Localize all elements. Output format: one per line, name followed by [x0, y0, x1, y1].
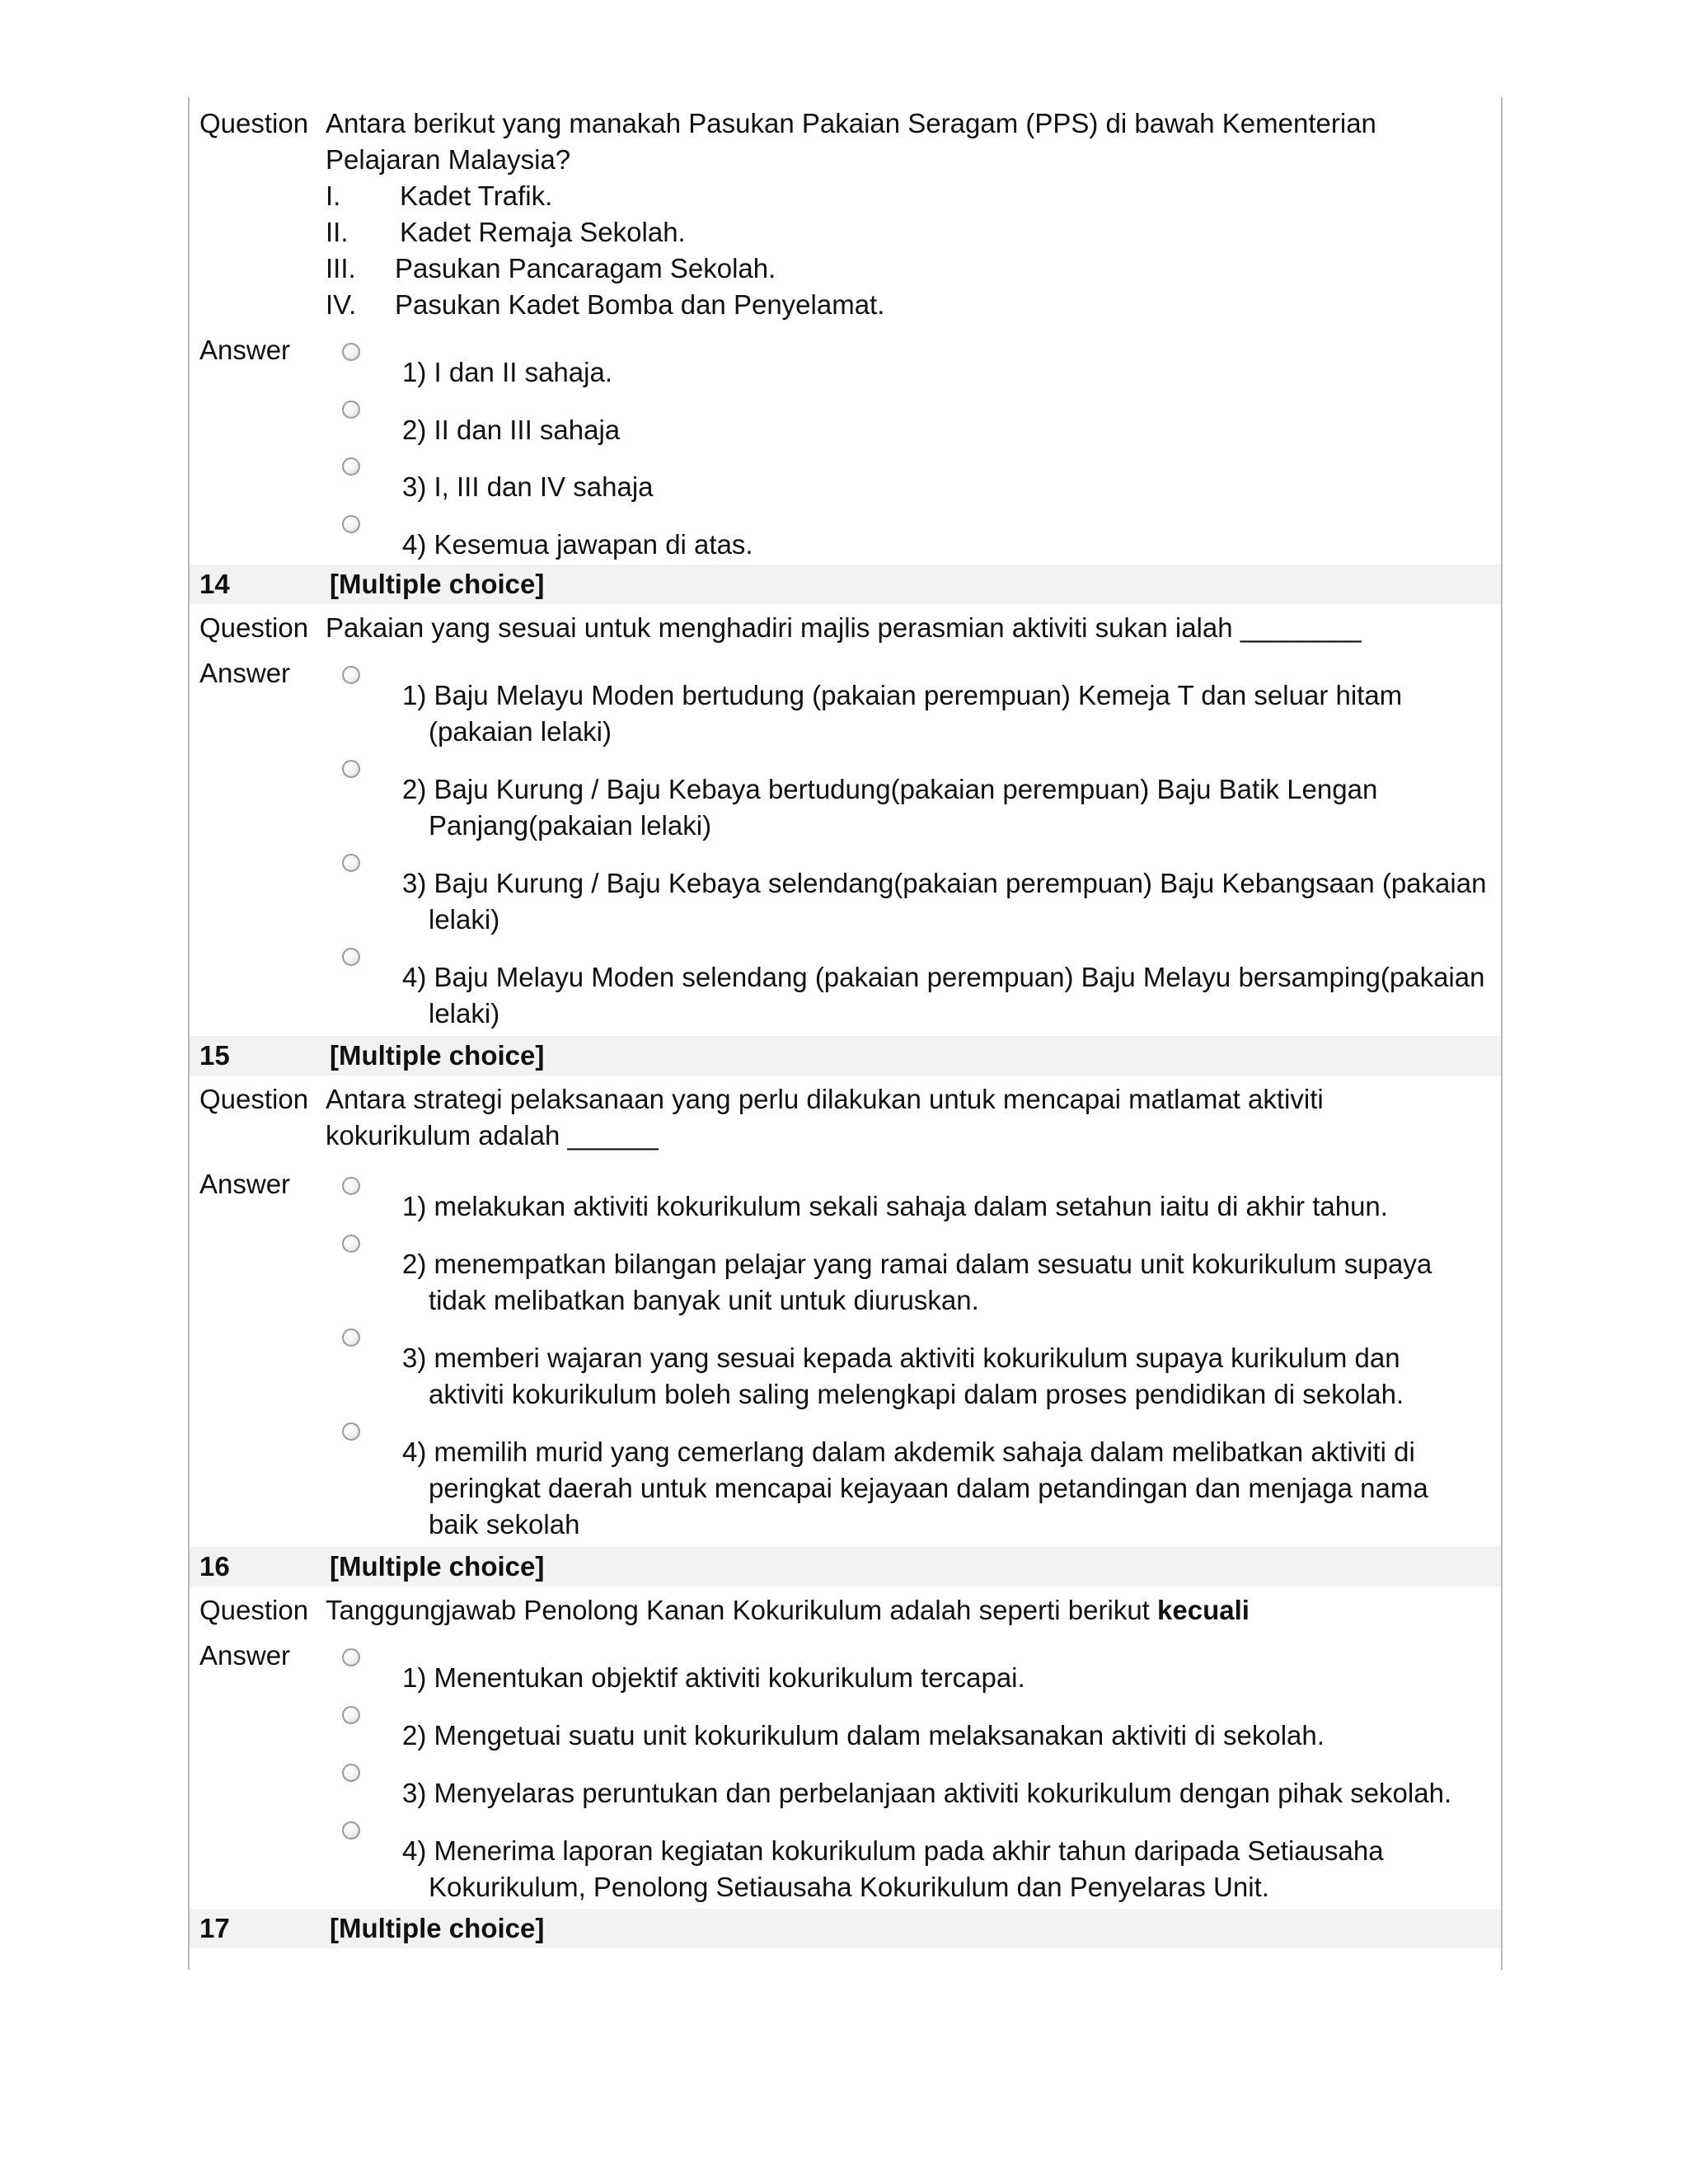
- question-text: [326, 1592, 1494, 1629]
- option-text: 3) Menyelaras peruntukan dan perbelanjaan aktiviti kokurikulum dengan pihak sekolah.: [402, 1778, 1452, 1808]
- radio-button-icon[interactable]: [342, 1422, 360, 1441]
- radio-button-icon[interactable]: [342, 1821, 360, 1840]
- statement-number: II.: [326, 217, 349, 247]
- option-text: 2) Mengetuai suatu unit kokurikulum dalam melaksanakan aktiviti di sekolah.: [402, 1720, 1325, 1750]
- statement-item: [326, 287, 884, 323]
- option-text: 3) memberi wajaran yang sesuai kepada aktiviti kokurikulum supaya kurikulum dan aktiviti kokurikulum boleh saling melengkapi dalam proses pendidikan di sekolah.: [402, 1343, 1404, 1409]
- question-header: [190, 1547, 1501, 1586]
- question-number: 14: [199, 569, 230, 599]
- question-label: Question: [199, 108, 309, 138]
- option-text: 1) Baju Melayu Moden bertudung (pakaian perempuan) Kemeja T dan seluar hitam (pakaian lelaki): [402, 680, 1403, 747]
- statement-text: Kadet Remaja Sekolah.: [400, 217, 686, 247]
- radio-button-icon[interactable]: [342, 515, 360, 533]
- option-text: 1) melakukan aktiviti kokurikulum sekali sahaja dalam setahun iaitu di akhir tahun.: [402, 1191, 1388, 1221]
- question-header: [190, 1036, 1501, 1076]
- option-text: 3) Baju Kurung / Baju Kebaya selendang(pakaian perempuan) Baju Kebangsaan (pakaian lelaki): [402, 868, 1487, 935]
- statement-number: III.: [326, 253, 356, 284]
- question-number: 15: [199, 1040, 230, 1071]
- question-text-prefix: Tanggungjawab Penolong Kanan Kokurikulum adalah seperti berikut: [326, 1595, 1158, 1625]
- statement-number: IV.: [326, 289, 357, 320]
- option-text: 4) Baju Melayu Moden selendang (pakaian perempuan) Baju Melayu bersamping(pakaian lelaki): [402, 962, 1485, 1029]
- radio-button-icon[interactable]: [342, 1648, 360, 1666]
- radio-button-icon[interactable]: [342, 343, 360, 361]
- option-text: 2) II dan III sahaja: [402, 415, 621, 445]
- radio-button-icon[interactable]: [342, 1706, 360, 1724]
- question-number: 16: [199, 1551, 230, 1582]
- question-label: Question: [199, 1595, 309, 1625]
- statement-text: Pasukan Kadet Bomba dan Penyelamat.: [395, 289, 885, 320]
- answer-label: Answer: [199, 1640, 291, 1671]
- option-text: 1) Menentukan objektif aktiviti kokurikulum tercapai.: [402, 1662, 1025, 1693]
- option-text: 4) Menerima laporan kegiatan kokurikulum pada akhir tahun daripada Setiausaha Kokurikulum, Penolong Setiausaha Kokurikulum dan Penyelaras Unit.: [402, 1835, 1384, 1902]
- answer-label: Answer: [199, 1169, 291, 1199]
- question-text: Pakaian yang sesuai untuk menghadiri majlis perasmian aktiviti sukan ialah ________: [326, 612, 1362, 643]
- quiz-sheet: [188, 97, 1503, 1970]
- statement-item: [326, 178, 552, 214]
- radio-button-icon[interactable]: [342, 1329, 360, 1347]
- question-keyword: kecuali: [1157, 1595, 1250, 1625]
- radio-button-icon[interactable]: [342, 666, 360, 684]
- option-text: 2) Baju Kurung / Baju Kebaya bertudung(pakaian perempuan) Baju Batik Lengan Panjang(pakaian lelaki): [402, 774, 1378, 841]
- answer-label: Answer: [199, 335, 291, 365]
- question-label: Question: [199, 612, 309, 643]
- statement-text: Pasukan Pancaragam Sekolah.: [395, 253, 776, 284]
- radio-button-icon[interactable]: [342, 760, 360, 778]
- radio-button-icon[interactable]: [342, 1177, 360, 1195]
- option-text: 3) I, III dan IV sahaja: [402, 471, 654, 502]
- question-number: 17: [199, 1913, 230, 1943]
- question-label: Question: [199, 1084, 309, 1114]
- radio-button-icon[interactable]: [342, 457, 360, 476]
- statement-item: [326, 214, 686, 251]
- statement-text: Kadet Trafik.: [400, 180, 553, 211]
- question-type: [Multiple choice]: [330, 1913, 545, 1943]
- radio-button-icon[interactable]: [342, 948, 360, 966]
- option-text: 4) memilih murid yang cemerlang dalam akdemik sahaja dalam melibatkan aktiviti di peringkat daerah untuk mencapai kejayaan dalam petandingan dan menjaga nama baik sekolah: [402, 1436, 1428, 1540]
- question-type: [Multiple choice]: [330, 1040, 545, 1071]
- question-header: [190, 565, 1501, 604]
- question-text: Antara strategi pelaksanaan yang perlu dilakukan untuk mencapai matlamat aktiviti kokurikulum adalah ______: [326, 1084, 1324, 1151]
- radio-button-icon[interactable]: [342, 1235, 360, 1253]
- question-header: [190, 1909, 1501, 1948]
- radio-button-icon[interactable]: [342, 401, 360, 419]
- question-text: Antara berikut yang manakah Pasukan Pakaian Seragam (PPS) di bawah Kementerian Pelajaran Malaysia?: [326, 108, 1376, 175]
- radio-button-icon[interactable]: [342, 1764, 360, 1782]
- question-type: [Multiple choice]: [330, 569, 545, 599]
- option-text: 2) menempatkan bilangan pelajar yang ramai dalam sesuatu unit kokurikulum supaya tidak melibatkan banyak unit untuk diuruskan.: [402, 1249, 1432, 1315]
- radio-button-icon[interactable]: [342, 854, 360, 872]
- option-text: 1) I dan II sahaja.: [402, 357, 612, 387]
- statement-number: I.: [326, 180, 341, 211]
- option-text: 4) Kesemua jawapan di atas.: [402, 529, 753, 560]
- question-type: [Multiple choice]: [330, 1551, 545, 1582]
- answer-label: Answer: [199, 658, 291, 688]
- statement-item: [326, 251, 776, 287]
